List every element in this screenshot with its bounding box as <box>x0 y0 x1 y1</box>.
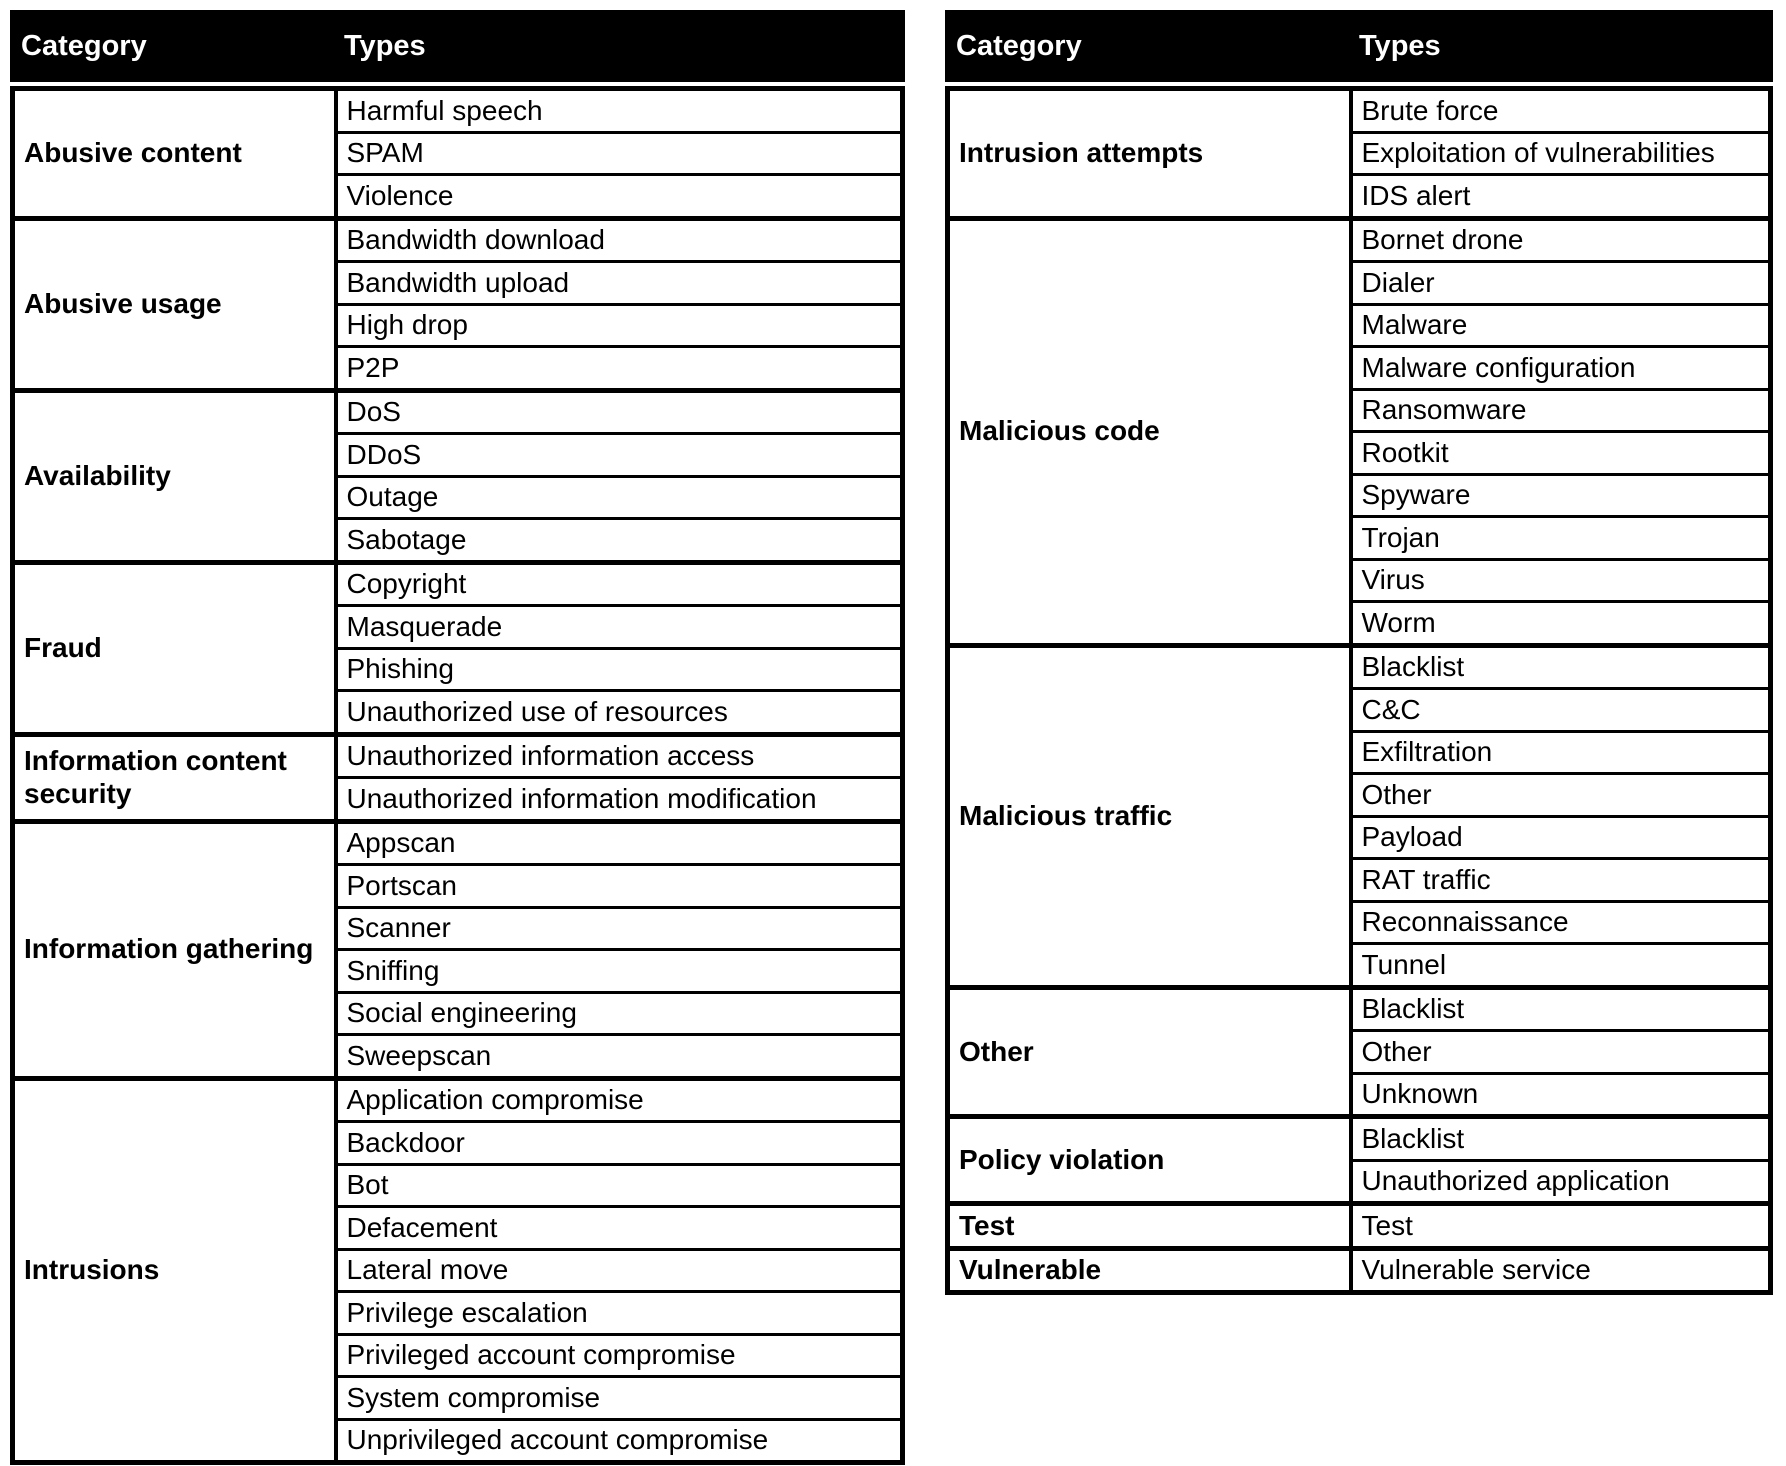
type-cell: Spyware <box>1351 474 1771 517</box>
type-cell: High drop <box>336 304 903 347</box>
type-cell: Reconnaissance <box>1351 901 1771 944</box>
type-cell: Trojan <box>1351 517 1771 560</box>
type-cell: Lateral move <box>336 1249 903 1292</box>
type-cell: Malware <box>1351 304 1771 347</box>
type-cell: Blacklist <box>1351 987 1771 1031</box>
category-cell: Vulnerable <box>948 1248 1351 1293</box>
type-cell: Unknown <box>1351 1073 1771 1117</box>
type-cell: Defacement <box>336 1207 903 1250</box>
table-body <box>945 86 1773 1295</box>
type-cell: Application compromise <box>336 1078 903 1122</box>
taxonomy-table-right <box>945 10 1773 1295</box>
type-cell: Blacklist <box>1351 645 1771 689</box>
type-cell: Backdoor <box>336 1122 903 1165</box>
type-cell: Dialer <box>1351 262 1771 305</box>
type-cell: Unauthorized use of resources <box>336 691 903 735</box>
type-cell: Appscan <box>336 821 903 865</box>
table-row <box>13 89 903 133</box>
category-cell: Malicious traffic <box>948 645 1351 987</box>
type-cell: Test <box>1351 1204 1771 1249</box>
column-header-types: Types <box>344 29 426 62</box>
type-cell: C&C <box>1351 689 1771 732</box>
type-cell: DDoS <box>336 434 903 477</box>
type-cell: Sabotage <box>336 519 903 563</box>
type-cell: Worm <box>1351 602 1771 646</box>
category-cell: Information gathering <box>13 821 336 1078</box>
taxonomy-table-left <box>10 10 905 1465</box>
table-row <box>948 1248 1771 1293</box>
type-cell: P2P <box>336 347 903 391</box>
category-cell: Abusive content <box>13 89 336 219</box>
type-cell: Sweepscan <box>336 1035 903 1079</box>
type-cell: Other <box>1351 774 1771 817</box>
type-cell: Bandwidth download <box>336 218 903 262</box>
table-row <box>948 987 1771 1031</box>
type-cell: Portscan <box>336 865 903 908</box>
type-cell: SPAM <box>336 132 903 175</box>
type-cell: Phishing <box>336 648 903 691</box>
type-cell: Other <box>1351 1031 1771 1074</box>
category-cell: Intrusions <box>13 1078 336 1463</box>
type-cell: Blacklist <box>1351 1117 1771 1161</box>
type-cell: Social engineering <box>336 992 903 1035</box>
type-cell: Outage <box>336 476 903 519</box>
type-cell: Exploitation of vulnerabilities <box>1351 132 1771 175</box>
table-row <box>13 218 903 262</box>
type-cell: Payload <box>1351 816 1771 859</box>
category-cell: Policy violation <box>948 1117 1351 1204</box>
table-row <box>13 821 903 865</box>
type-cell: Harmful speech <box>336 89 903 133</box>
type-cell: Malware configuration <box>1351 347 1771 390</box>
type-cell: IDS alert <box>1351 175 1771 219</box>
type-cell: Ransomware <box>1351 389 1771 432</box>
table-row <box>948 1204 1771 1249</box>
type-cell: Privileged account compromise <box>336 1334 903 1377</box>
category-cell: Information content security <box>13 734 336 821</box>
type-cell: Tunnel <box>1351 944 1771 988</box>
category-cell: Other <box>948 987 1351 1117</box>
type-cell: Masquerade <box>336 606 903 649</box>
type-cell: Privilege escalation <box>336 1292 903 1335</box>
type-cell: Bornet drone <box>1351 218 1771 262</box>
type-cell: Rootkit <box>1351 432 1771 475</box>
category-cell: Test <box>948 1204 1351 1249</box>
type-cell: Virus <box>1351 559 1771 602</box>
type-cell: Unauthorized information modification <box>336 778 903 822</box>
category-cell: Abusive usage <box>13 218 336 390</box>
type-cell: DoS <box>336 390 903 434</box>
type-cell: Unauthorized application <box>1351 1160 1771 1204</box>
type-cell: Vulnerable service <box>1351 1248 1771 1293</box>
type-cell: Violence <box>336 175 903 219</box>
type-cell: System compromise <box>336 1377 903 1420</box>
type-cell: Scanner <box>336 907 903 950</box>
table-header <box>10 10 905 82</box>
type-cell: Unauthorized information access <box>336 734 903 778</box>
column-header-category: Category <box>21 29 147 62</box>
type-cell: Brute force <box>1351 89 1771 133</box>
table-body <box>10 86 905 1465</box>
table-row <box>948 218 1771 262</box>
table-row <box>13 390 903 434</box>
table-row <box>948 645 1771 689</box>
type-cell: RAT traffic <box>1351 859 1771 902</box>
table-row <box>948 1117 1771 1161</box>
category-cell: Malicious code <box>948 218 1351 645</box>
table-row <box>13 562 903 606</box>
type-cell: Exfiltration <box>1351 731 1771 774</box>
category-cell: Fraud <box>13 562 336 734</box>
type-cell: Bandwidth upload <box>336 262 903 305</box>
type-cell: Unprivileged account compromise <box>336 1419 903 1463</box>
type-cell: Copyright <box>336 562 903 606</box>
category-cell: Availability <box>13 390 336 562</box>
table-row <box>948 89 1771 133</box>
column-header-category: Category <box>956 29 1082 62</box>
table-header <box>945 10 1773 82</box>
type-cell: Bot <box>336 1164 903 1207</box>
column-header-types: Types <box>1359 29 1441 62</box>
type-cell: Sniffing <box>336 950 903 993</box>
table-row <box>13 1078 903 1122</box>
table-row <box>13 734 903 778</box>
category-cell: Intrusion attempts <box>948 89 1351 219</box>
